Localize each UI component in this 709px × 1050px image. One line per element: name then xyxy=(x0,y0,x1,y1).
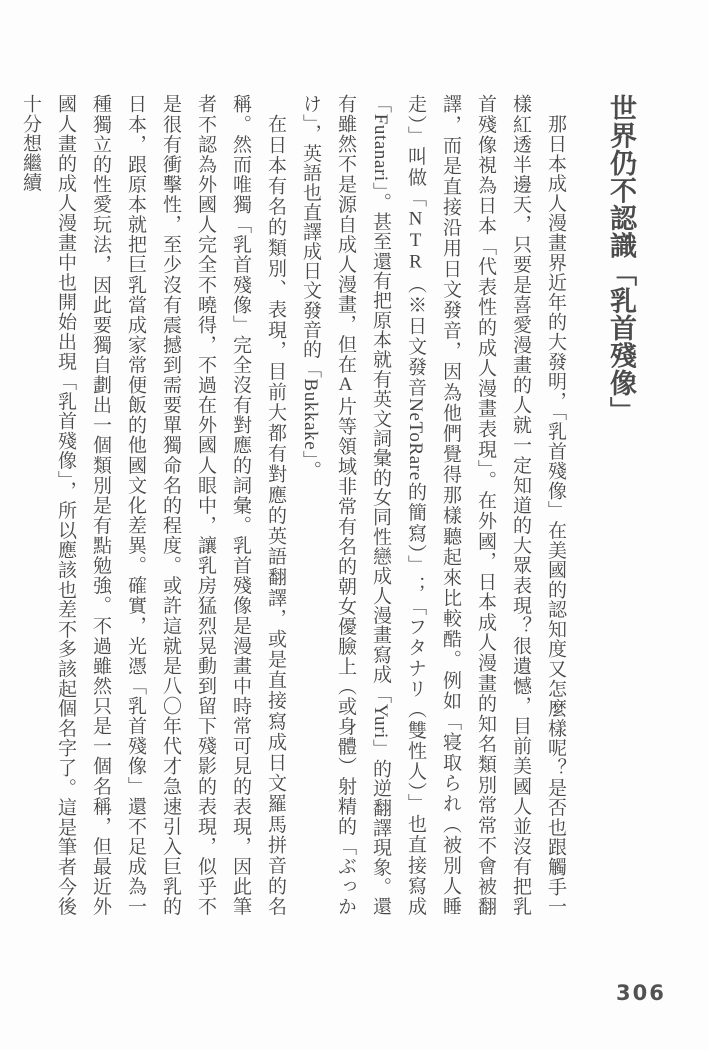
paragraph xyxy=(13,94,293,916)
page-number: 306 xyxy=(616,981,666,1005)
upright-latin-run: A xyxy=(335,374,356,396)
upright-latin-run: NTR xyxy=(405,208,426,274)
text-run: NeToRare xyxy=(405,398,426,481)
text-run: （※日文發音 xyxy=(405,273,426,399)
text-run: 」。甚至還有把原本就有英文詞彙的女同性戀成人漫畫寫成「 xyxy=(370,181,391,704)
text-run: 的簡寫）」；「フタナリ（雙性人）」也直接寫成「 xyxy=(370,94,426,916)
text-run: Bukkake xyxy=(300,378,321,451)
text-run: 那日本成人漫畫界近年的大發明，「乳首殘像」在美國的認知度又怎麼樣呢？是否也跟觸手一樣紅透半邊天，只要是喜愛漫畫的人就一定知道的大眾表現？很遺憾，目前美國人並沒有把乳首殘像視為日本「代表性的成人漫畫表現」。在外國，日本成人漫畫的知名類別常常不會被翻譯，而是直接沿用日文發音，因為他們覺得那樣聽起來比較酷。例如「寝取られ（被別人睡走）」叫做「 xyxy=(405,94,566,916)
text-run: 片等領域非常有名的朝女優臉上（或身體）射精的「ぶっかけ」，英語也直譯成日文發音的「 xyxy=(300,94,356,916)
paragraph xyxy=(293,94,573,916)
chapter-title: 世界仍不認識「乳首殘像」 xyxy=(606,94,636,424)
page-content xyxy=(13,94,649,916)
text-run: 在日本有名的類別、表現，目前大都有對應的英語翻譯，或是直接寫成日文羅馬拼音的名稱。然而唯獨「乳首殘像」完全沒有對應的詞彙。乳首殘像是漫畫中時常可見的表現，因此筆者不認為外國人完全不曉得，不過在外國人眼中，讓乳房猛烈晃動到留下殘影的表現，似乎不是很有衝擊性，至少沒有震撼到需要單獨命名的程度。或許這就是八〇年代才急速引入巨乳的日本，跟原本就把巨乳當成家常便飯的他國文化差異。確實，光憑「乳首殘像」還不足成為一種獨立的性愛玩法，因此要獨自劃出一個類別是有點勉強。不過雖然只是一個名稱，但最近外國人畫的成人漫畫中也開始出現「乳首殘像」，所以應該也差不多該起個名字了。這是筆者今後十分想繼續 xyxy=(20,94,286,916)
text-run: 」。 xyxy=(300,450,321,480)
text-run: 」的逆翻譯現象。還有雖然不是源自成人漫畫，但在 xyxy=(335,94,391,916)
body-text xyxy=(13,94,573,916)
text-run: Futanari xyxy=(370,113,391,182)
text-run: Yuri xyxy=(370,703,391,739)
